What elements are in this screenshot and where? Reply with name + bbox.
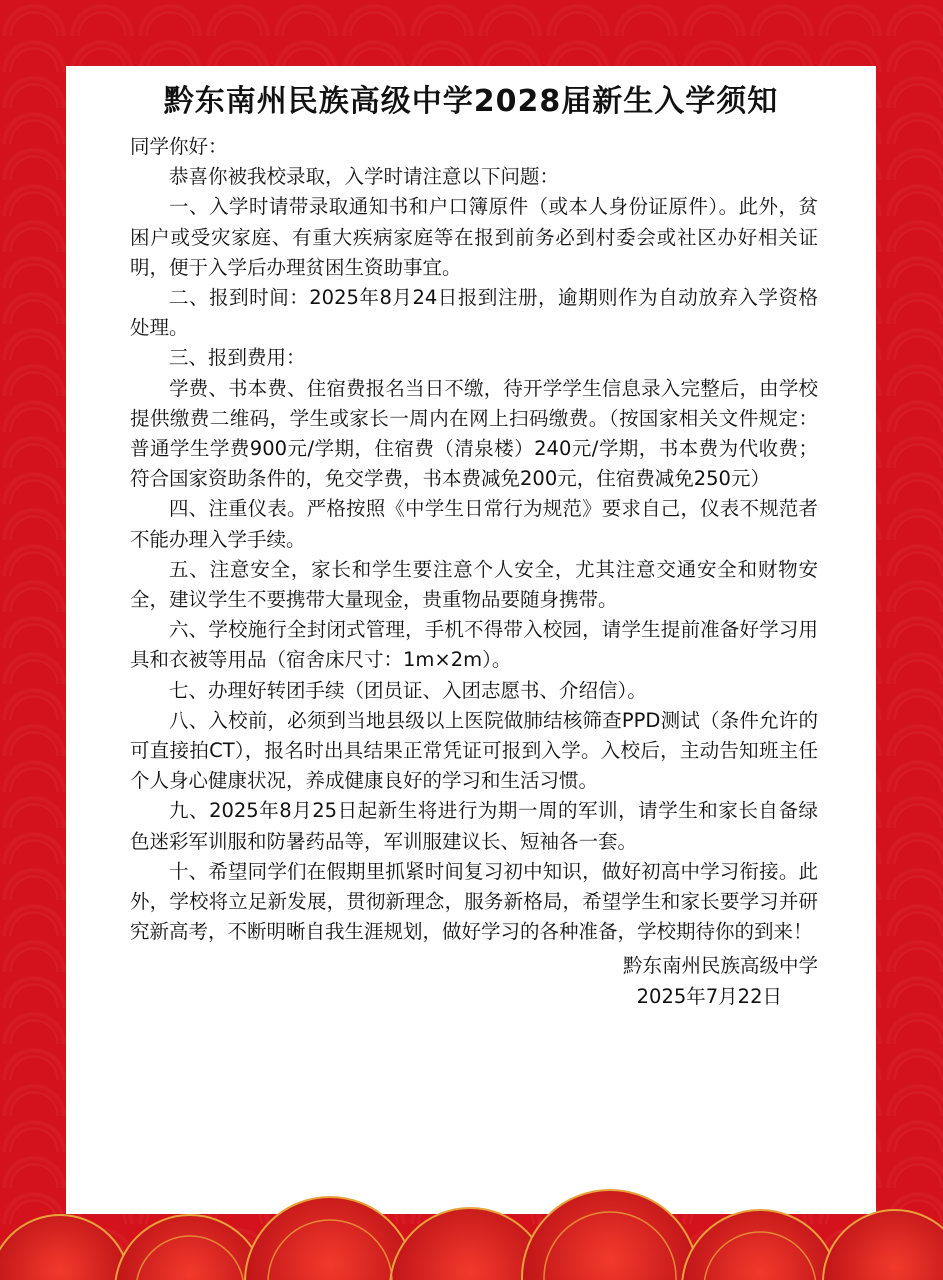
notice-content — [66, 78, 876, 1012]
greeting: 同学你好： — [130, 135, 228, 158]
paragraph-item-5: 五、注意安全，家长和学生要注意个人安全，尤其注意交通安全和财物安全，建议学生不要携带大量现金，贵重物品要随身携带。 — [130, 557, 818, 612]
paragraph-item-9: 九、2025年8月25日起新生将进行为期一周的军训，请学生和家长自备绿色迷彩军训服和防暑药品等，军训服建议长、短袖各一套。 — [130, 799, 818, 853]
paragraph-item-1: 一、入学时请带录取通知书和户口簿原件（或本人身份证原件）。此外，贫困户或受灾家庭、有重大疾病家庭等在报到前务必到村委会或社区办好相关证明，便于入学后办理贫困生资助事宜。 — [130, 195, 818, 279]
paragraph-item-7: 七、办理好转团手续（团员证、入团志愿书、介绍信）。 — [169, 678, 647, 702]
paragraph-item-8: 八、入校前，必须到当地县级以上医院做肺结核筛查PPD测试（条件允许的可直接拍CT），报名时出具结果正常凭证可报到入学。入校后，主动告知班主任个人身心健康状况，养成健康良好的学习和生活习惯。 — [130, 708, 818, 793]
decorative-clouds — [0, 1170, 943, 1280]
paragraph-intro: 恭喜你被我校录取，入学时请注意以下问题： — [169, 165, 560, 189]
signature: 黔东南州民族高级中学 — [622, 954, 818, 978]
paragraph-item-6: 六、学校施行全封闭式管理，手机不得带入校园，请学生提前准备好学习用具和衣被等用品（宿舍床尺寸：1m×2m）。 — [130, 618, 818, 672]
paragraph-fees: 学费、书本费、住宿费报名当日不缴，待开学学生信息录入完整后，由学校提供缴费二维码，学生或家长一周内在网上扫码缴费。（按国家相关文件规定：普通学生学费900元/学期，住宿费（清泉楼）240元/学期，书本费为代收费；符合国家资助条件的，免交学费，书本费减免200元，住宿费减免250元） — [130, 376, 818, 491]
paragraph-item-10: 十、希望同学们在假期里抓紧时间复习初中知识，做好初高中学习衔接。此外，学校将立足新发展，贯彻新理念，服务新格局，希望学生和家长要学习并研究新高考，不断明晰自我生涯规划，做好学习的各种准备，学校期待你的到来！ — [130, 859, 818, 944]
notice-body — [66, 132, 876, 947]
paragraph-item-4: 四、注重仪表。严格按照《中学生日常行为规范》要求自己，仪表不规范者不能办理入学手续。 — [130, 497, 818, 551]
notice-title: 黔东南州民族高级中学2028届新生入学须知 — [163, 84, 779, 119]
paragraph-item-2: 二、报到时间：2025年8月24日报到注册，逾期则作为自动放弃入学资格处理。 — [130, 286, 818, 340]
paragraph-item-3: 三、报到费用： — [169, 346, 306, 370]
notice-date: 2025年7月22日 — [636, 984, 782, 1008]
